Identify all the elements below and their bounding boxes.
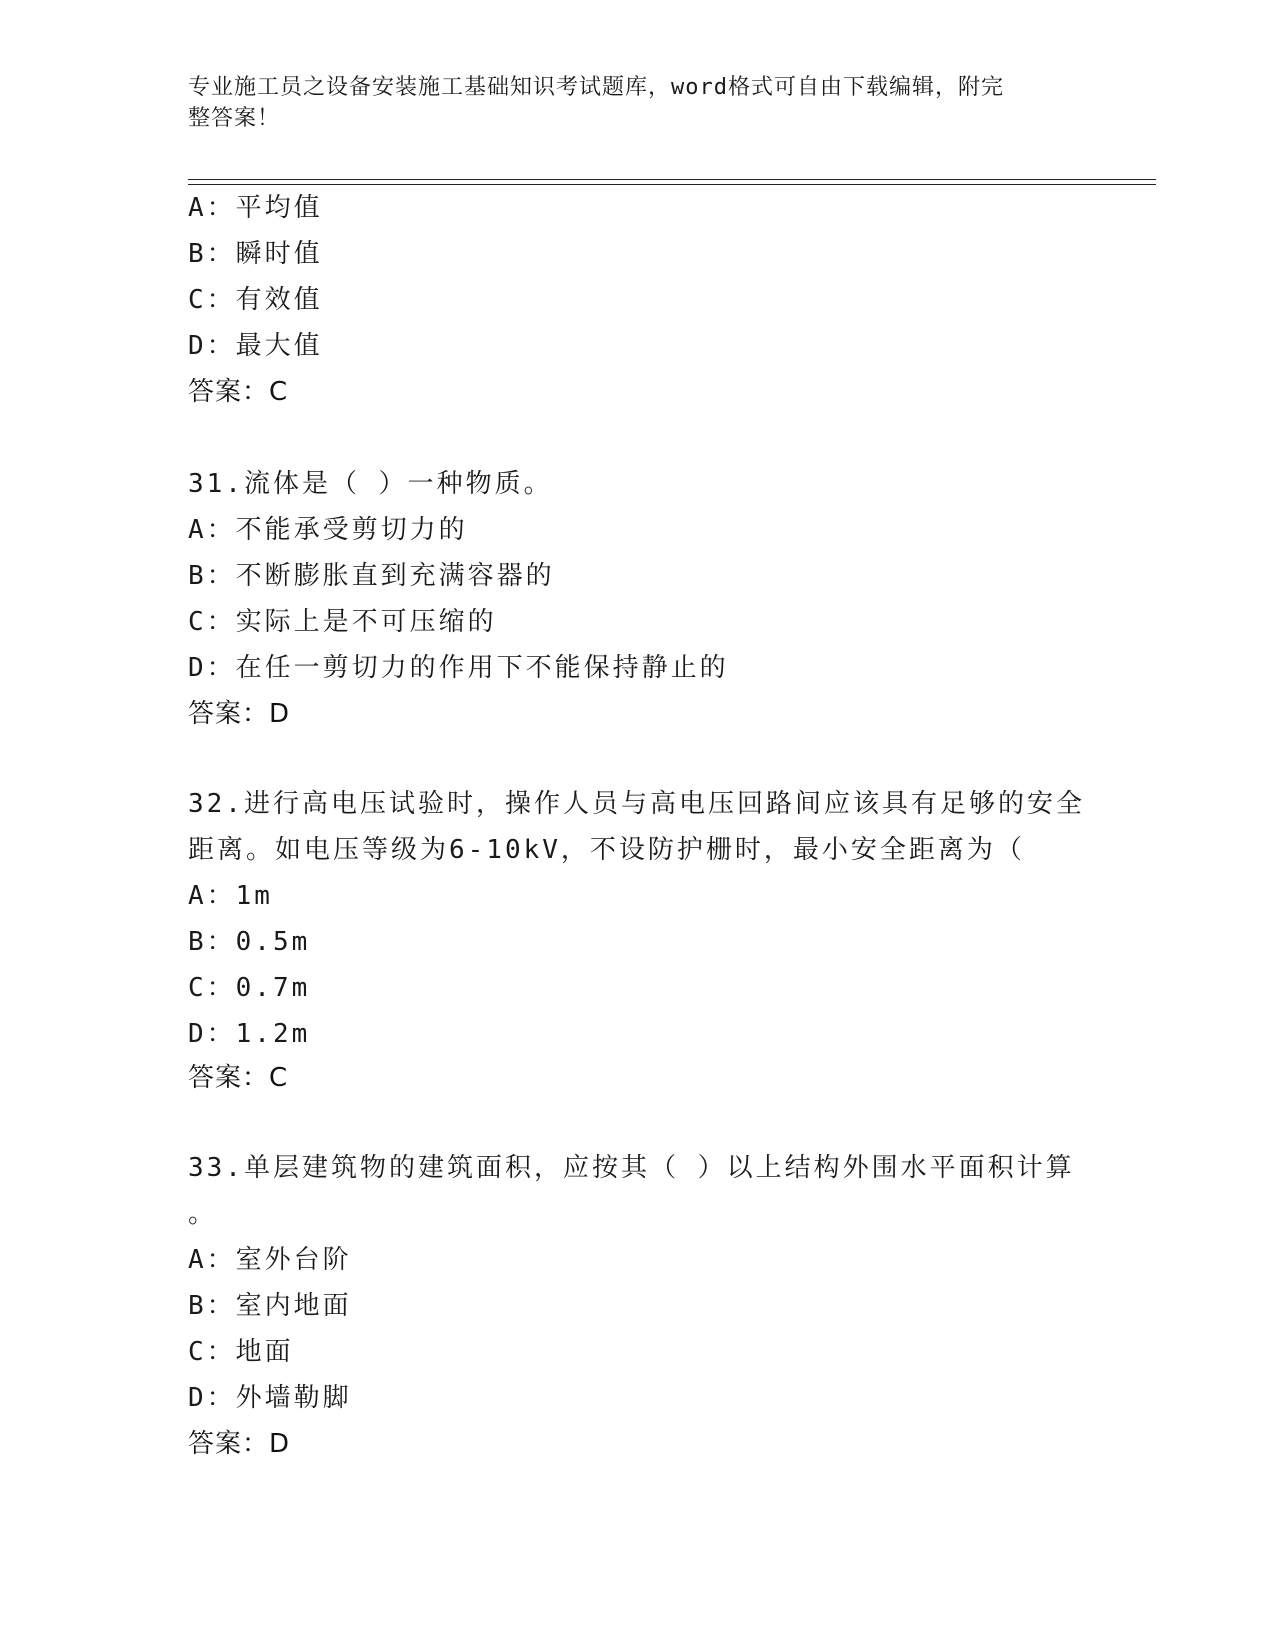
header-line-2: 整答案！	[188, 106, 281, 131]
question-stem: 31.流体是（ ）一种物质。	[188, 469, 553, 499]
option-d: D：外墙勒脚	[188, 1383, 352, 1413]
question-stem-line-2: 距离。如电压等级为6-10kV，不设防护栅时，最小安全距离为（	[188, 835, 1025, 865]
option-b: B：瞬时值	[188, 239, 323, 269]
option-c: C：实际上是不可压缩的	[188, 607, 497, 637]
option-d: D：最大值	[188, 331, 323, 361]
header-line-1: 专业施工员之设备安装施工基础知识考试题库，word格式可自由下载编辑，附完	[188, 75, 1004, 100]
option-b: B：0.5m	[188, 927, 311, 957]
option-b: B：不断膨胀直到充满容器的	[188, 561, 555, 591]
option-d: D：在任一剪切力的作用下不能保持静止的	[188, 653, 729, 683]
document-header	[188, 72, 1068, 134]
answer-label: 答案：D	[188, 1429, 291, 1459]
answer-label: 答案：C	[188, 377, 289, 407]
option-a: A：平均值	[188, 193, 323, 223]
question-stem-line-2: 。	[188, 1199, 218, 1229]
option-a: A：室外台阶	[188, 1245, 352, 1275]
option-d: D：1.2m	[188, 1019, 311, 1049]
answer-label: 答案：C	[188, 1063, 289, 1093]
header-rule-top	[188, 179, 1156, 180]
option-c: C：0.7m	[188, 973, 311, 1003]
header-rule-bottom	[188, 184, 1156, 185]
answer-label: 答案：D	[188, 699, 291, 729]
question-stem-line-1: 33.单层建筑物的建筑面积，应按其（ ）以上结构外围水平面积计算	[188, 1153, 1075, 1183]
option-a: A：不能承受剪切力的	[188, 515, 468, 545]
option-b: B：室内地面	[188, 1291, 352, 1321]
option-c: C：有效值	[188, 285, 323, 315]
option-c: C：地面	[188, 1337, 294, 1367]
question-stem-line-1: 32.进行高电压试验时，操作人员与高电压回路间应该具有足够的安全	[188, 789, 1085, 819]
option-a: A：1m	[188, 881, 273, 911]
